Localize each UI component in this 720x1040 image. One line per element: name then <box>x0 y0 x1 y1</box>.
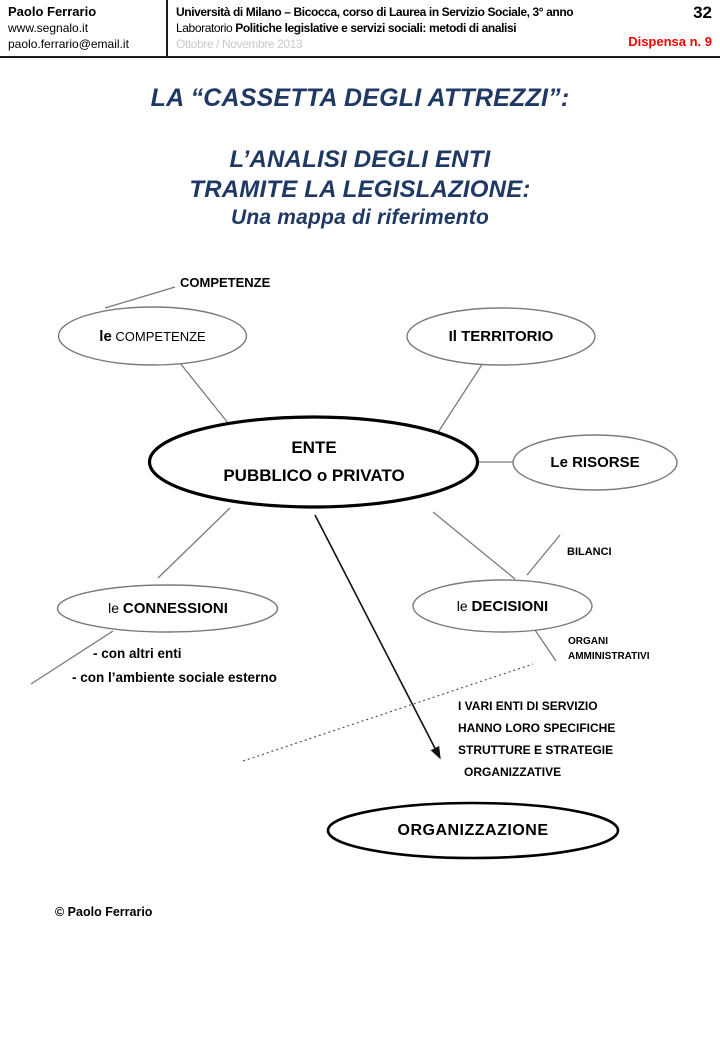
node-ente <box>150 434 478 490</box>
annotation-servizio-line1: I VARI ENTI DI SERVIZIO <box>458 699 598 713</box>
node-connessioni-label: CONNESSIONI <box>122 600 228 617</box>
course-title: Università di Milano – Bicocca, corso di Laurea in Servizio Sociale, 3° anno <box>176 5 574 19</box>
annotation-organi-line2: AMMINISTRATIVI <box>568 651 650 662</box>
node-ente-line2: PUBBLICO o PRIVATO <box>223 466 405 485</box>
connector-decisioni-organi <box>535 630 556 661</box>
node-decisioni <box>413 598 592 615</box>
node-decisioni-label: DECISIONI <box>471 598 549 615</box>
annotation-connessioni-note1: - con altri enti <box>93 646 182 661</box>
annotation-connessioni-note2: - con l’ambiente sociale esterno <box>72 670 277 685</box>
annotation-organi-line1: ORGANI <box>568 636 608 647</box>
author-website: www.segnalo.it <box>8 21 89 35</box>
node-organizzazione: ORGANIZZAZIONE <box>397 822 549 839</box>
annotation-servizio-line4: ORGANIZZATIVE <box>464 765 562 779</box>
node-risorse: Le RISORSE <box>550 454 640 471</box>
connector-ente-decisioni <box>433 512 515 579</box>
arrow-ente-organizzazione <box>315 515 440 758</box>
page-title-line4: Una mappa di riferimento <box>230 206 489 229</box>
node-competenze-label: COMPETENZE <box>115 329 206 344</box>
node-territorio: Il TERRITORIO <box>448 328 554 345</box>
node-connessioni <box>58 600 278 617</box>
connector-territorio-ente <box>435 363 483 437</box>
node-decisioni-prefix: le <box>456 598 468 614</box>
page-number: 32 <box>693 3 712 22</box>
page-title-line3: TRAMITE LA LEGISLAZIONE: <box>189 176 531 203</box>
node-connessioni-prefix: le <box>108 600 119 616</box>
page-title-line1: LA “CASSETTA DEGLI ATTREZZI”: <box>150 84 570 112</box>
course-date: Ottobre / Novembre 2013 <box>176 37 303 51</box>
page-title-line2: L’ANALISI DEGLI ENTI <box>229 146 491 173</box>
connector-competenze-ente <box>180 363 228 423</box>
node-competenze-prefix: le <box>99 328 112 345</box>
annotation-competenze: COMPETENZE <box>180 275 271 290</box>
lab-topic: Politiche legislative e servizi sociali: metodi di analisi <box>235 21 517 35</box>
node-competenze <box>58 328 247 345</box>
connector-decisioni-bilanci <box>527 535 560 575</box>
copyright-notice: © Paolo Ferrario <box>55 905 153 919</box>
annotation-servizio-line2: HANNO LORO SPECIFICHE <box>458 721 616 735</box>
connector-ente-connessioni <box>158 508 230 578</box>
author-email: paolo.ferrario@email.it <box>8 37 129 51</box>
annotation-servizio-line3: STRUTTURE E STRATEGIE <box>458 743 614 757</box>
node-ente-line1: ENTE <box>291 438 337 457</box>
dispensa-badge: Dispensa n. 9 <box>628 34 712 49</box>
annotation-organi <box>568 634 649 664</box>
connector-competenze-pointer <box>105 287 175 308</box>
lab-prefix: Laboratorio <box>176 21 233 35</box>
annotation-servizio-note <box>458 695 615 783</box>
annotation-bilanci: BILANCI <box>567 546 612 558</box>
author-name: Paolo Ferrario <box>8 4 97 19</box>
